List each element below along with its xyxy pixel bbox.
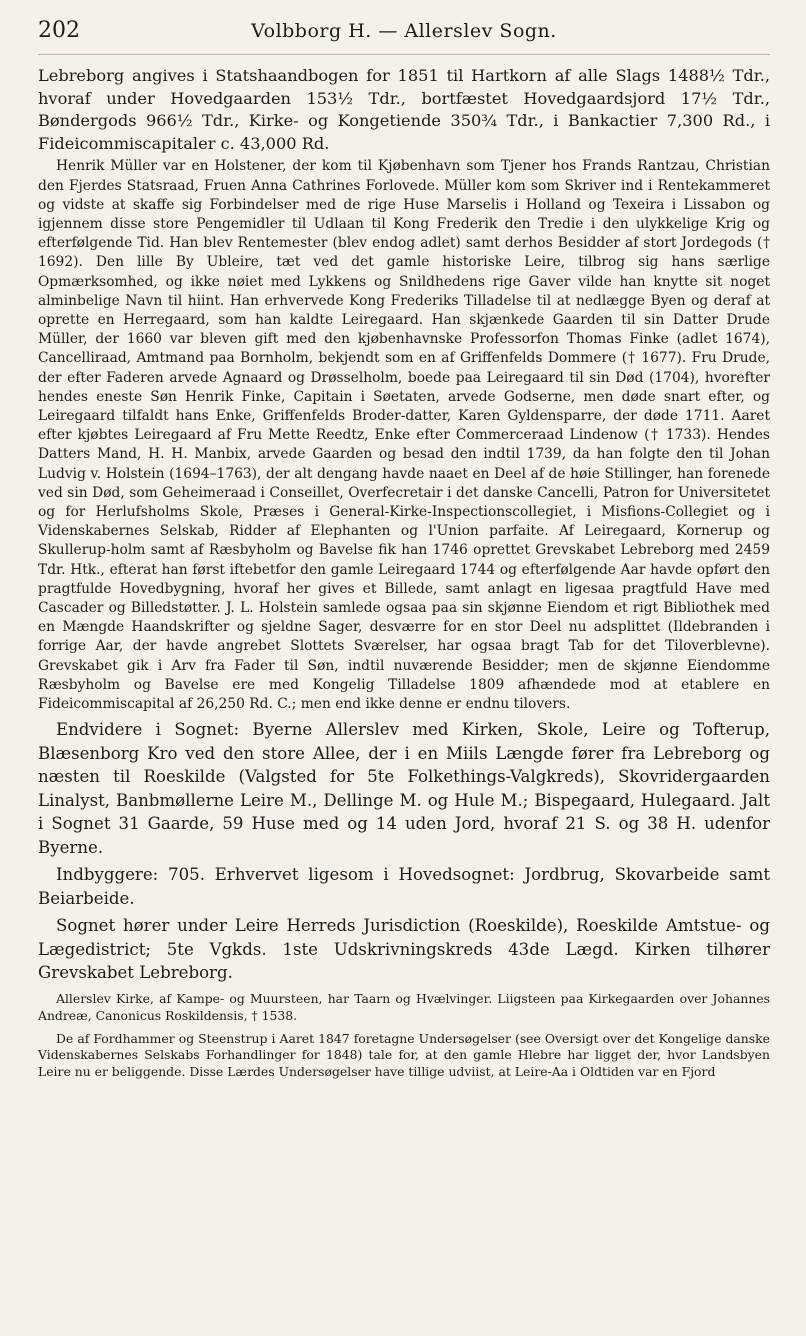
page-header <box>38 14 770 55</box>
document-page <box>38 14 770 1081</box>
paragraph-landholdings: Lebreborg angives i Statshaandbogen for 1851 til Hartkorn af alle Slags 1488½ Tdr., hvoraf under Hovedgaarden 153½ Tdr., bortfæstet Hovedgaardsjord 17½ Tdr., Bøndergods 966½ Tdr., Kirke- og Kongetiende 350¾ Tdr., i Bankactier 7,300 Rd., i Fideicommiscapitaler c. 43,000 Rd. <box>38 66 770 153</box>
running-title: Volbborg H. — Allerslev Sogn. <box>251 20 557 42</box>
paragraph-research-note: De af Fordhammer og Steenstrup i Aaret 1847 foretagne Undersøgelser (see Oversigt over det Kongelige danske Videnskabernes Selskabs Forhandlinger for 1848) tale for, at den gamle Hlebre har ligget der, hvor Landsbyen Leire nu er beliggende. Disse Lærdes Undersøgelser have tillige udviist, at Leire-Aa i Oldtiden var en Fjord <box>38 1030 770 1080</box>
paragraph-parish: Endvidere i Sognet: Byerne Allerslev med Kirken, Skole, Leire og Tofterup, Blæsenborg Kro ved den store Allee, der i en Miils Længde fører fra Lebreborg og næsten til Roeskilde (Valgsted for 5te Folkethings-Valgkreds), Skovridergaarden Linalyst, Banbmøllerne Leire M., Dellinge M. og Hule M.; Bispegaard, Hulegaard. Jalt i Sognet 31 Gaarde, 59 Huse med og 14 uden Jord, hvoraf 21 S. og 38 H. udenfor Byerne. <box>38 720 770 857</box>
paragraph-inhabitants: Indbyggere: 705. Erhvervet ligesom i Hovedsognet: Jordbrug, Skovarbeide samt Beiarbeide. <box>38 865 770 908</box>
paragraph-history: Henrik Müller var en Holstener, der kom til Kjøbenhavn som Tjener hos Frands Rantzau, Christian den Fjerdes Statsraad, Fruen Anna Cathrines Forlovede. Müller kom som Skriver ind i Rentekammeret og vidste at skaffe sig Forbindelser med de rige Huse Marselis i Holland og Texeira i Lissabon og igjennem disse store Pengemidler til Udlaan til Kong Frederik den Tredie i den ulykkelige Krig og efterfølgende Tid. Han blev Rentemester (blev endog adlet) samt derhos Besidder af stort Jordegods († 1692). Den lille By Ubleire, tæt ved det gamle historiske Leire, tilbrog sig hans særlige Opmærksomhed, og ikke nøiet med Lykkens og Snildhedens rige Gaver vilde han knytte sit noget alminbelige Navn til hiint. Han erhvervede Kong Frederiks Tilladelse til at nedlægge Byen og deraf at oprette en Herregaard, som han kaldte Leiregaard. Han skjænkede Gaarden til sin Datter Drude Müller, der 1660 var bleven gift med den kjøbenhavnske Professorfon Thomas Finke (adlet 1674), Cancelliraad, Amtmand paa Bornholm, bekjendt som en af Griffenfelds Dommere († 1677). Fru Drude, der efter Faderen arvede Agnaard og Drøsselholm, boede paa Leiregaard til sin Død (1704), hvorefter hendes eneste Søn Henrik Finke, Capitain i Søetaten, arvede Godserne, men døde snart efter, og Leiregaard tilfaldt hans Enke, Griffenfelds Broder-datter, Karen Gyldensparre, der døde 1711. Aaret efter kjøbtes Leiregaard af Fru Mette Reedtz, Enke efter Commerceraad Lindenow († 1733). Hendes Datters Mand, H. H. Manbix, arvede Gaarden og besad den indtil 1739, da han folgte den til Johan Ludvig v. Holstein (1694–1763), der alt dengang havde naaet en Deel af de høie Stillinger, han forenede ved sin Død, som Geheimeraad i Conseillet, Overfecretair i det danske Cancelli, Patron for Universitetet og for Herlufsholms Skole, Præses i General-Kirke-Inspectionscollegiet, i Misfions-Collegiet og i Videnskabernes Selskab, Ridder af Elephanten og l'Union parfaite. Af Leiregaard, Kornerup og Skullerup-holm samt af Ræsbyholm og Bavelse fik han 1746 oprettet Grevskabet Lebreborg med 2459 Tdr. Htk., efterat han først iftebetfor den gamle Leiregaard 1744 og efterfølgende Aar havde opført den pragtfulde Hovedbygning, hvoraf her gives et Billede, samt anlagt en ligesaa pragtfuld Have med Cascader og Billedstøtter. J. L. Holstein samlede ogsaa paa sin skjønne Eiendom et rigt Bibliothek med en Mængde Haandskrifter og sjeldne Sager, desværre for en stor Deel nu adsplittet (Ildebranden i forrige Aar, der havde angrebet Slottets Sværelser, har ogsaa bragt Tab for det Tiloverblevne). Grevskabet gik i Arv fra Fader til Søn, indtil nuværende Besidder; men de skjønne Eiendomme Ræsbyholm og Bavelse ere med Kongelig Tilladelse 1809 afhændede mod at etablere en Fideicommiscapital af 26,250 Rd. C.; men end ikke denne er endnu tilovers. <box>38 158 770 713</box>
paragraph-jurisdiction: Sognet hører under Leire Herreds Jurisdiction (Roeskilde), Roeskilde Amtstue- og Lægedistrict; 5te Vgkds. 1ste Udskrivningskreds 43de Lægd. Kirken tilhører Grevskabet Lebreborg. <box>38 916 770 983</box>
paragraph-church-note: Allerslev Kirke, af Kampe- og Muursteen, har Taarn og Hvælvinger. Liigsteen paa Kirkegaarden over Johannes Andreæ, Canonicus Roskildensis, † 1538. <box>38 990 770 1023</box>
page-number: 202 <box>38 18 80 43</box>
